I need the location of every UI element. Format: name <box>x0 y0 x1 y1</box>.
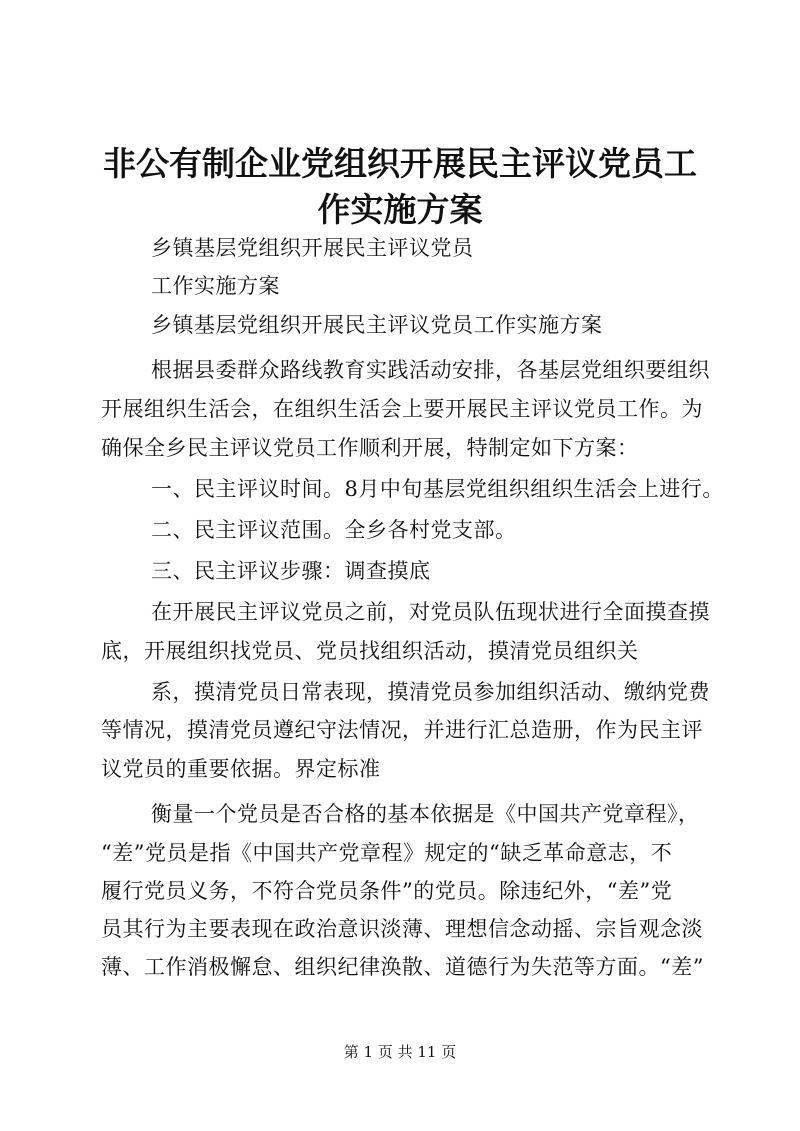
body-line-10: 在开展民主评议党员之前，对党员队伍现状进行全面摸查摸 <box>151 600 710 624</box>
body-line-4: 根据县委群众路线教育实践活动安排，各基层党组织要组织 <box>151 358 710 382</box>
body-line-16: “差”党员是指《中国共产党章程》规定的“缺乏革命意志，不 <box>101 841 673 865</box>
body-line-17: 履行党员义务，不符合党员条件”的党员。除违纪外，“差”党 <box>101 879 673 903</box>
body-line-15: 衡量一个党员是否合格的基本依据是《中国共产党章程》， <box>151 802 700 826</box>
body-line-5: 开展组织生活会，在组织生活会上要开展民主评议党员工作。为 <box>101 397 703 421</box>
body-line-3: 乡镇基层党组织开展民主评议党员工作实施方案 <box>151 313 603 337</box>
body-line-6: 确保全乡民主评议党员工作顺利开展，特制定如下方案： <box>101 436 639 460</box>
body-line-18: 员其行为主要表现在政治意识淡薄、理想信念动摇、宗旨观念淡 <box>101 917 703 941</box>
body-line-1: 乡镇基层党组织开展民主评议党员 <box>151 236 474 260</box>
body-line-14: 议党员的重要依据。界定标准 <box>101 757 381 781</box>
body-line-2: 工作实施方案 <box>151 274 280 298</box>
body-line-12: 系，摸清党员日常表现，摸清党员参加组织活动、缴纳党费 <box>151 680 710 704</box>
body-line-8: 二、民主评议范围。全乡各村党支部。 <box>151 518 517 542</box>
body-line-7: 一、民主评议时间。8月中旬基层党组织组织生活会上进行。 <box>151 477 724 501</box>
body-line-9: 三、民主评议步骤：调查摸底 <box>151 559 431 583</box>
document-title: 非公有制企业党组织开展民主评议党员工作实施方案 <box>103 144 697 229</box>
body-line-11: 底，开展组织找党员、党员找组织活动，摸清党员组织关 <box>101 639 639 663</box>
page-number-footer: 第 1 页 共 11 页 <box>343 1043 457 1061</box>
body-line-19: 薄、工作消极懈怠、组织纪律涣散、道德行为失范等方面。“差” <box>101 955 704 979</box>
body-line-13: 等情况，摸清党员遵纪守法情况，并进行汇总造册，作为民主评 <box>101 718 703 742</box>
